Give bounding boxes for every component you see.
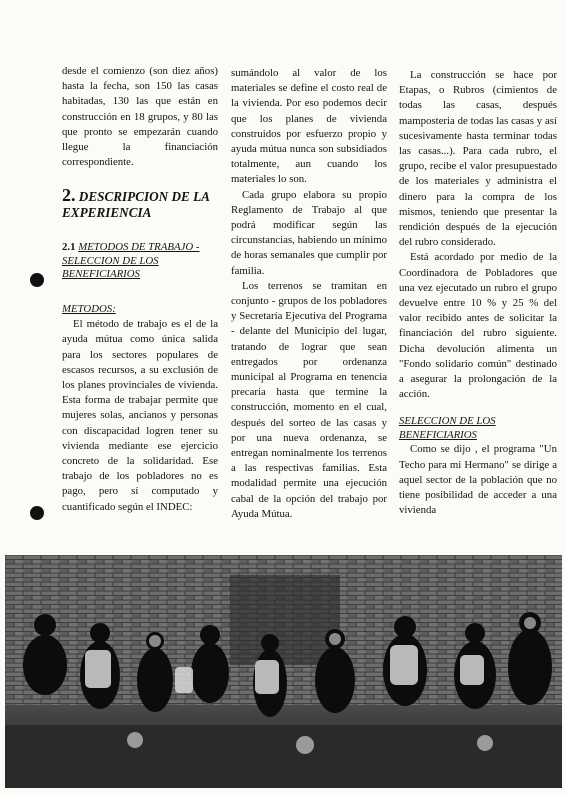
column-2 (231, 66, 387, 522)
col2-paragraph-3: Los terrenos se tramitan en conjunto - grupos de los pobladores y Secretaría Ejecutiva del Programa - delante del Municipio del lugar, tratando de lograr que sean entregados por ordenanza municipal al Programa en tenencia precaria hasta que termine la construcción, momento en el cual, después del sorteo de las casas y por una nueva ordenanza, se entregan nominalmente los terrenos a las respectivas familias. Esta modalidad permite una ejecución cabal de la opción del trabajo por Ayuda Mútua. (231, 279, 387, 520)
column-3 (399, 68, 557, 518)
column-1 (62, 64, 218, 515)
col3-paragraph-3: Como se dijo , el programa "Un Techo para mi Hermano" se dirige a aquel sector de la población que no tiene posibilidad de acceder a una vivienda (399, 443, 557, 517)
intro-paragraph: desde el comienzo (son diez años) hasta la fecha, son 150 las casas habitadas, 130 las que están en construcción en 18 grupos, y 80 las que pronto se empezarán cuando llegue la financiación correspondiente. (62, 65, 218, 169)
metodos-paragraph: El método de trabajo es el de la ayuda mútua como única salida para los sectores populares de escasos recursos, a su exclusión de los planes provinciales de vivienda. Esta forma de trabajar permite que mujeres solas, ancianos y personas con discapacidad logren tener su vivienda mediante ese ejercicio concreto de la solidaridad. Ese trabajo de los pobladores no es pago, pero sí computado y cuantificado según el INDEC: (62, 318, 218, 513)
section-title: DESCRIPCION DE LA EXPERIENCIA (62, 189, 210, 221)
seleccion-heading: SELECCION DE LOS BENEFICIARIOS (399, 415, 496, 441)
section-heading (62, 187, 218, 221)
subsection-heading (62, 241, 218, 282)
punch-hole-bottom (30, 506, 44, 520)
col3-paragraph-1: La construcción se hace por Etapas, o Rubros (cimientos de todas las casas, después mamposteria de todas las casas y así sucesivamente hasta terminar todas las casas...). Para cada rubro, el grupo, recibe el valor presupuestado de los materiales y administra el dinero para la compra de los mismos, teniendo que presentar la rendición después de la ejecución del rubro considerado. (399, 69, 557, 249)
col2-paragraph-2: Cada grupo elabora su propio Reglamento de Trabajo al que podrá modificar según las circunstancias, habiendo un mínimo de horas semanales que cumplir por familia. (231, 188, 387, 277)
col2-paragraph-1: sumándolo al valor de los materiales se define el costo real de la vivienda. Por eso podemos decir que los planes de vivienda construidos por esfuerzo propio y ayuda mútua nunca son subsidiados totalmente, aun cuando los materiales lo son. (231, 67, 387, 186)
metodos-label: METODOS: (62, 302, 116, 315)
subsection-title: METODOS DE TRABAJO - SELECCION DE LOS BENEFICIARIOS (62, 241, 200, 281)
col3-paragraph-2: Está acordado por medio de la Coordinadora de Pobladores que una vez ejecutado un rubro el grupo devuelve entre 10 % y 25 % del valor recibido antes de solicitar la financiación del rubro siguiente. Dicha devolución alimenta un "Fondo solidario común" destinado a asegurar la prolongación de la acción. (399, 251, 557, 401)
photo-illustration (5, 555, 562, 788)
section-number: 2. (62, 185, 76, 206)
subsection-number: 2.1 (62, 241, 76, 254)
group-photo (5, 555, 562, 788)
punch-hole-top (30, 273, 44, 287)
